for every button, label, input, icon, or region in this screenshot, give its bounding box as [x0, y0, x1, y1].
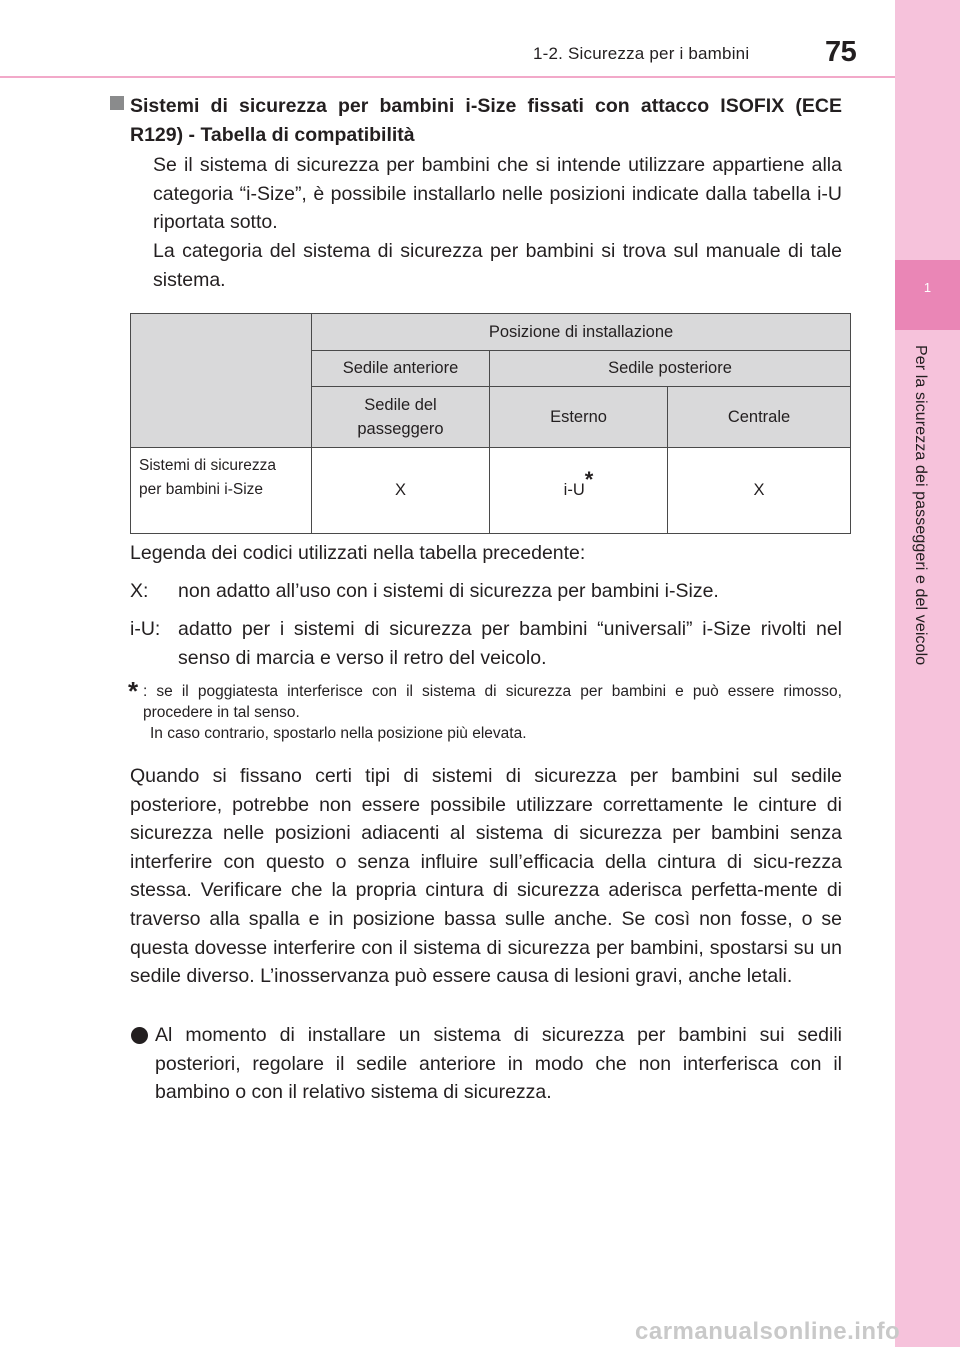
legend-intro: Legenda dei codici utilizzati nella tabella precedente:	[130, 542, 586, 564]
legend-code-iu: i-U:	[130, 618, 161, 640]
header-rule	[0, 76, 895, 78]
table-row-label	[131, 448, 312, 534]
table-col-outer: Esterno	[490, 387, 668, 448]
body-paragraph: Quando si fissano certi tipi di sistemi di sicurezza per bambini sul sedile posteriore, potrebbe non essere possibile utilizzare correttamente le cinture di sicurezza nelle posizioni adiacenti al sistema di sicurezza per bambini senza interferire con questo o senza influire sull’efficacia della cintura di sicu-rezza stessa. Verificare che la propria cintura di sicurezza aderisca perfetta-mente di traverso alla spalla e in posizione bassa sulle anche. Se così non fosse, o se questa dovesse interferire con il sistema di sicurezza per bambini, spostarsi su un sedile diverso. L’inosservanza può essere causa di lesioni gravi, anche letali.	[130, 765, 842, 988]
intro-paragraph-2: La categoria del sistema di sicurezza per bambini si trova sul manuale di tale sistema.	[153, 240, 842, 291]
footnote-line-2: In caso contrario, spostarlo nella posizione più elevata.	[150, 725, 527, 742]
running-header: 1-2. Sicurezza per i bambini	[533, 44, 750, 63]
table-header-front-seat: Sedile anteriore	[312, 351, 490, 387]
intro-paragraph-1: Se il sistema di sicurezza per bambini che si intende utilizzare appartiene alla categoria “i-Size”, è possibile installarlo nelle posizioni indicate dalla tabella i-U riportata sotto.	[153, 154, 842, 234]
footnote-line-1	[128, 676, 842, 723]
legend-code-x: X:	[130, 580, 149, 602]
table-col-passenger-label: Sedile del passeggero	[357, 396, 444, 438]
table-cell-outer	[490, 448, 668, 534]
page-number: 75	[825, 36, 857, 68]
table-row-label-text: Sistemi di sicurezza per bambini i-Size	[139, 457, 276, 498]
legend-text-iu: adatto per i sistemi di sicurezza per bambini “universali” i-Size rivolti nel senso di marcia e verso il retro del veicolo.	[178, 618, 842, 669]
table-cell-outer-value: i-U	[563, 481, 585, 499]
chapter-tab	[895, 260, 960, 330]
table-cell-center: X	[668, 448, 851, 534]
section-title: Sistemi di sicurezza per bambini i-Size fissati con attacco ISOFIX (ECE R129) - Tabella di compatibilità	[130, 95, 842, 146]
table-header-rear-seat: Sedile posteriore	[490, 351, 851, 387]
footnote-line-1-text: : se il poggiatesta interferisce con il sistema di sicurezza per bambini e può essere rimosso, procedere in tal senso.	[143, 683, 842, 721]
table-cell-passenger: X	[312, 448, 490, 534]
bullet-dot-icon	[131, 1027, 148, 1044]
watermark: carmanualsonline.info	[635, 1318, 901, 1345]
table-col-center: Centrale	[668, 387, 851, 448]
footnote-asterisk: *	[128, 676, 139, 706]
table-col-passenger	[312, 387, 490, 448]
side-tab-strip	[895, 0, 960, 1347]
bullet-paragraph: Al momento di installare un sistema di sicurezza per bambini sui sedili posteriori, regolare il sedile anteriore in modo che non interferisca con il bambino o con il relativo sistema di sicurezza.	[155, 1024, 842, 1104]
legend-text-x: non adatto all’uso con i sistemi di sicurezza per bambini i-Size.	[178, 580, 719, 602]
section-square-bullet-icon	[110, 96, 124, 110]
chapter-number: 1	[923, 280, 932, 295]
asterisk-marker: *	[584, 466, 594, 492]
chapter-title: Per la sicurezza dei passeggeri e del veicolo	[912, 345, 929, 666]
table-corner-cell	[131, 314, 312, 448]
table-group-header: Posizione di installazione	[312, 314, 851, 351]
compatibility-table	[130, 313, 851, 534]
footnote	[128, 676, 842, 744]
